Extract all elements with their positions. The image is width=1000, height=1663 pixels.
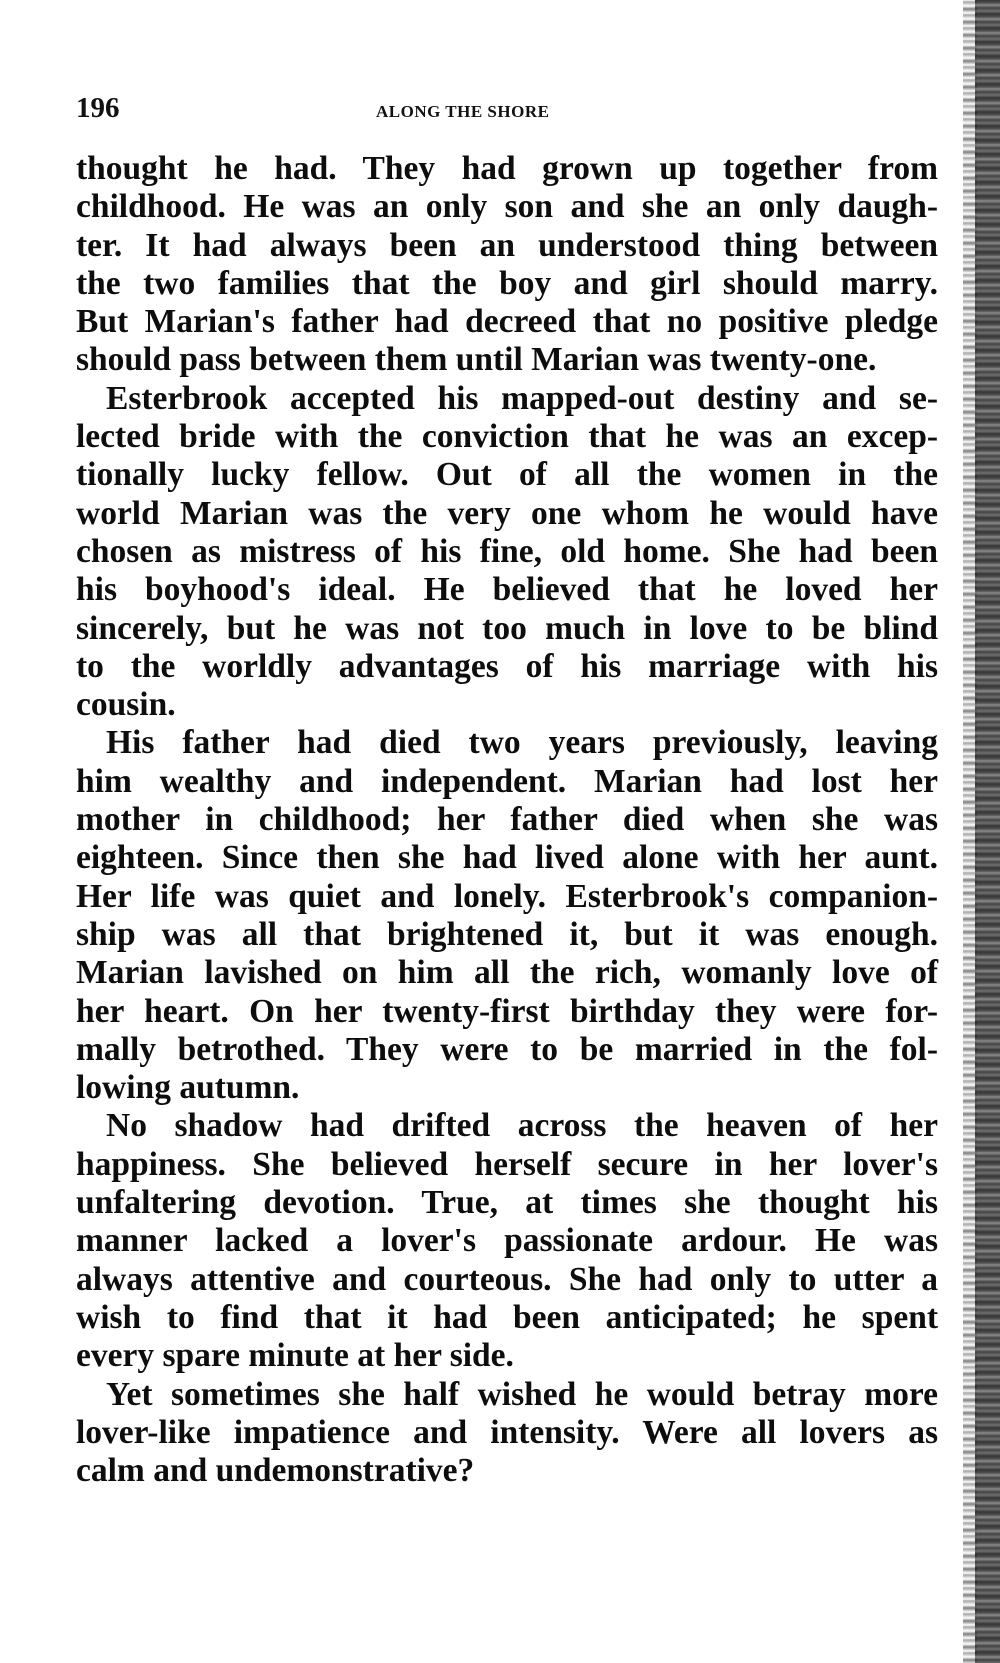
text-line: cousin.	[76, 686, 176, 724]
text-line: always attentive and courteous. She had only to utter a	[76, 1260, 938, 1298]
text-line: Yet sometimes she half wished he would betray more	[106, 1375, 938, 1413]
page-edge	[975, 0, 1000, 1663]
text-line: eighteen. Since then she had lived alone with her aunt.	[76, 839, 938, 877]
paragraph	[76, 380, 938, 725]
text-line: No shadow had drifted across the heaven of her	[106, 1107, 938, 1145]
text-line: His father had died two years previously, leaving	[106, 724, 938, 762]
text-line: lover-like impatience and intensity. Were all lovers as	[76, 1413, 938, 1451]
paragraph	[76, 150, 938, 380]
text-line: chosen as mistress of his fine, old home. She had been	[76, 532, 938, 570]
text-line: ter. It had always been an understood thing between	[76, 226, 938, 264]
text-line: world Marian was the very one whom he would have	[76, 494, 938, 532]
page-number: 196	[76, 92, 120, 124]
text-line: tionally lucky fellow. Out of all the women in the	[76, 456, 938, 494]
body-text	[76, 150, 938, 1490]
text-line: wish to find that it had been anticipated; he spent	[76, 1298, 938, 1336]
text-line: her heart. On her twenty-first birthday they were for-	[76, 992, 938, 1030]
text-line: the two families that the boy and girl should marry.	[76, 264, 938, 302]
text-line: mally betrothed. They were to be married in the fol-	[76, 1030, 938, 1068]
text-line: him wealthy and independent. Marian had lost her	[76, 762, 938, 800]
text-line: every spare minute at her side.	[76, 1337, 514, 1375]
text-line: should pass between them until Marian was twenty-one.	[76, 341, 877, 379]
text-line: manner lacked a lover's passionate ardour. He was	[76, 1222, 938, 1260]
text-line: happiness. She believed herself secure in her lover's	[76, 1145, 938, 1183]
paragraph	[76, 724, 938, 1107]
paragraph	[76, 1107, 938, 1375]
text-line: childhood. He was an only son and she an only daugh-	[76, 188, 938, 226]
text-line: ship was all that brightened it, but it was enough.	[76, 915, 938, 953]
text-line: But Marian's father had decreed that no positive pledge	[76, 303, 938, 341]
text-line: Marian lavished on him all the rich, womanly love of	[76, 954, 938, 992]
paragraph	[76, 1376, 938, 1491]
running-head	[76, 92, 938, 132]
text-line: Her life was quiet and lonely. Esterbrook's companion-	[76, 877, 938, 915]
text-line: Esterbrook accepted his mapped-out destiny and se-	[106, 379, 938, 417]
text-line: to the worldly advantages of his marriage with his	[76, 647, 938, 685]
text-line: sincerely, but he was not too much in love to be blind	[76, 609, 938, 647]
text-line: thought he had. They had grown up together from	[76, 150, 938, 187]
text-line: mother in childhood; her father died when she was	[76, 801, 938, 839]
text-line: lected bride with the conviction that he was an excep-	[76, 418, 938, 456]
text-line: lowing autumn.	[76, 1069, 300, 1107]
text-line: unfaltering devotion. True, at times she thought his	[76, 1184, 938, 1222]
text-line: his boyhood's ideal. He believed that he loved her	[76, 571, 938, 609]
running-title: ALONG THE SHORE	[376, 102, 550, 121]
text-line: calm and undemonstrative?	[76, 1452, 475, 1490]
